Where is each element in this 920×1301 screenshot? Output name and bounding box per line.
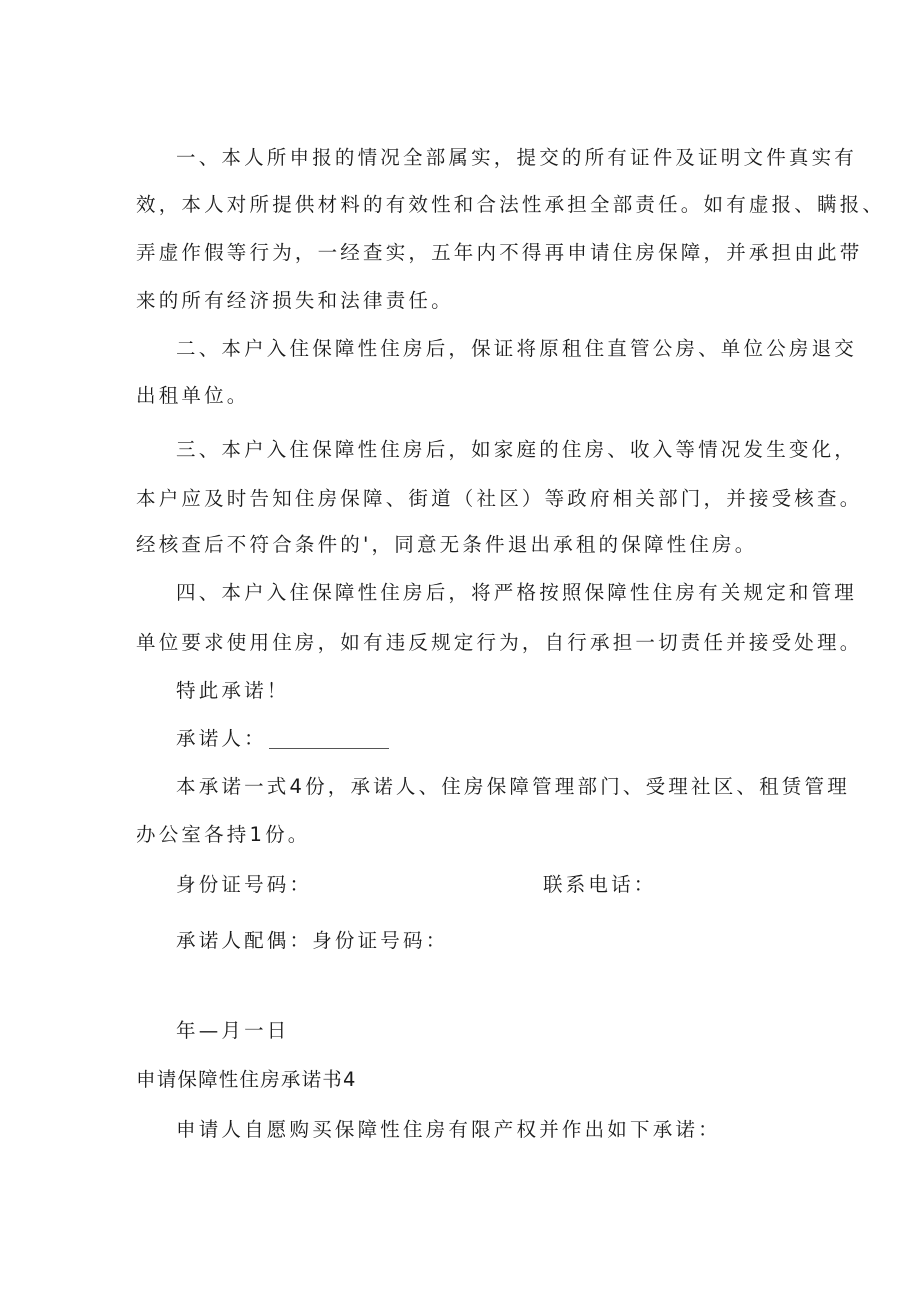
clause-3-line-2: 本户应及时告知住房保障、街道（社区）等政府相关部门，并接受核查。 [136,487,863,510]
clause-2-line-1: 二、本户入住保障性住房后，保证将原租住直管公房、单位公房退交 [176,337,858,360]
clause-3-line-3: 经核查后不符合条件的'，同意无条件退出承租的保障性住房。 [136,533,758,556]
copies-line-2: 办公室各持1份。 [136,823,311,846]
clause-4-line-2: 单位要求使用住房，如有违反规定行为，自行承担一切责任并接受处理。 [136,631,863,654]
next-section-title: 申请保障性住房承诺书4 [136,1068,357,1091]
clause-1-line-4: 来的所有经济损失和法律责任。 [136,289,454,312]
clause-3-line-1: 三、本户入住保障性住房后，如家庭的住房、收入等情况发生变化， [176,438,858,461]
next-section-intro: 申请人自愿购买保障性住房有限产权并作出如下承诺： [176,1118,721,1141]
spouse-label: 承诺人配偶：身份证号码： [176,929,449,952]
clause-1-line-1: 一、本人所申报的情况全部属实，提交的所有证件及证明文件真实有 [176,146,858,169]
special-promise: 特此承诺！ [176,679,290,702]
copies-line-1: 本承诺一式4份，承诺人、住房保障管理部门、受理社区、租赁管理 [176,775,850,798]
clause-2-line-2: 出租单位。 [136,384,250,407]
id-label: 身份证号码： [176,873,313,896]
promisor-signature-blank [269,748,389,749]
clause-4-line-1: 四、本户入住保障性住房后，将严格按照保障性住房有关规定和管理 [176,581,858,604]
phone-label: 联系电话： [543,873,657,896]
promisor-row [176,726,389,752]
clause-1-line-3: 弄虚作假等行为，一经查实，五年内不得再申请住房保障，并承担由此带 [136,241,863,264]
promisor-label: 承诺人： [176,727,267,750]
date-line: 年—月一日 [176,1019,290,1042]
clause-1-line-2: 效，本人对所提供材料的有效性和合法性承担全部责任。如有虚报、瞒报、 [136,193,886,216]
